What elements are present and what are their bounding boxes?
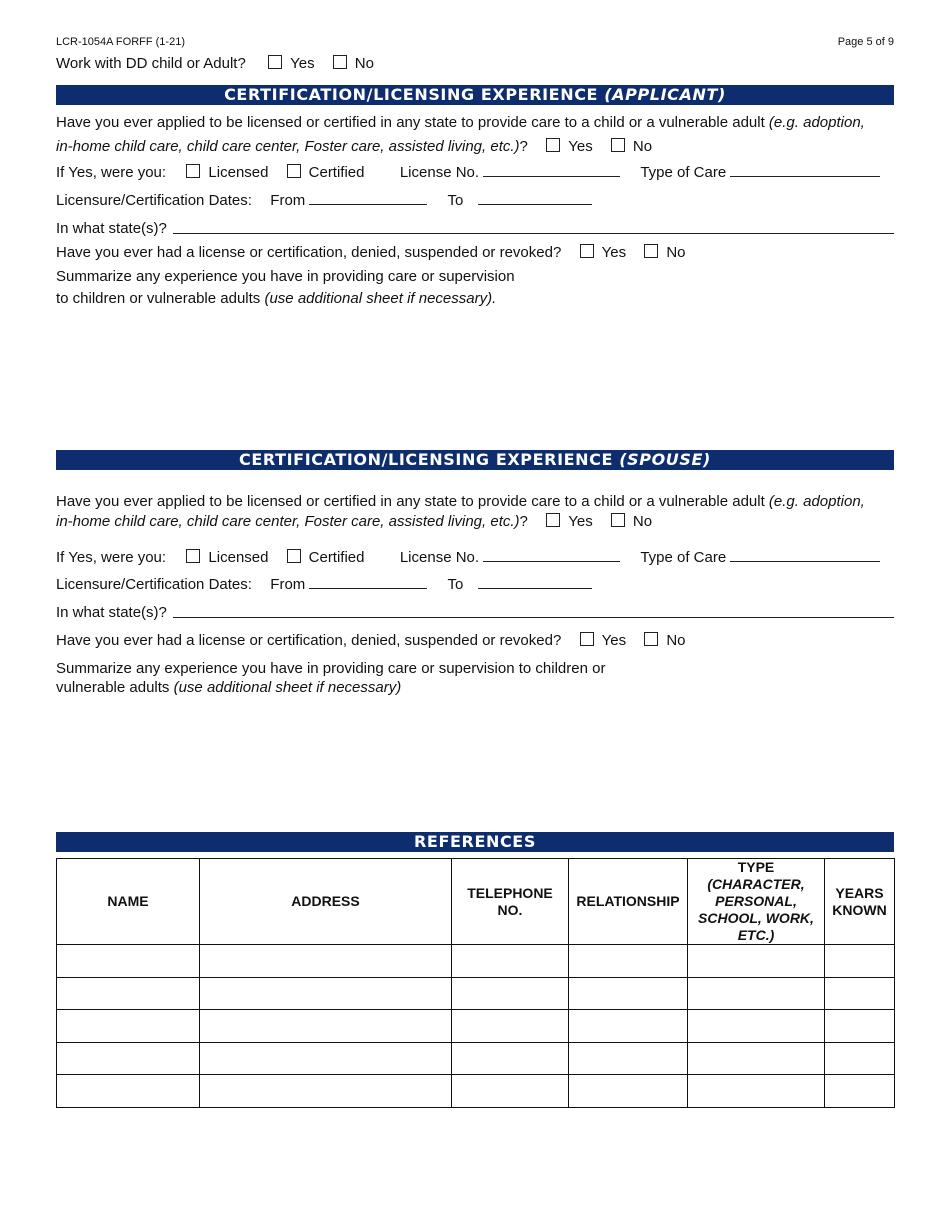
no-label: No (354, 55, 374, 72)
yes-label: Yes (601, 244, 627, 261)
if-yes-label: If Yes, were you: (56, 549, 167, 566)
references-table (56, 858, 895, 1108)
cell-type[interactable] (688, 1075, 825, 1108)
table-row (57, 945, 895, 978)
spouse-states-row (56, 604, 894, 621)
applicant-states-row (56, 220, 894, 237)
cell-address[interactable] (200, 1075, 452, 1108)
col-type: TYPE (CHARACTER, PERSONAL, SCHOOL, WORK, ETC.) (688, 859, 825, 945)
no-label: No (666, 632, 686, 649)
cell-address[interactable] (200, 977, 452, 1010)
spouse-licensed-option[interactable] (186, 549, 268, 566)
dd-no-option[interactable] (333, 55, 374, 72)
checkbox[interactable] (546, 513, 560, 527)
applicant-title: CERTIFICATION/LICENSING EXPERIENCE (224, 85, 599, 104)
spouse-dates-row (56, 576, 894, 593)
cell-telephone[interactable] (452, 945, 569, 978)
applicant-type-of-care-field[interactable] (730, 164, 880, 177)
table-row (57, 1010, 895, 1043)
to-label: To (447, 576, 464, 593)
dd-yes-option[interactable] (268, 55, 314, 72)
cell-name[interactable] (57, 1010, 200, 1043)
applicant-states-field[interactable] (173, 221, 894, 234)
spouse-type-of-care-field[interactable] (730, 549, 880, 562)
revoked-question: Have you ever had a license or certification, denied, suspended or revoked? (56, 244, 562, 261)
col-name: NAME (57, 859, 200, 945)
applicant-q1-line1 (56, 114, 894, 131)
summary-text: vulnerable adults (56, 679, 170, 696)
from-label: From (270, 576, 306, 593)
applicant-q1-no[interactable] (611, 138, 652, 155)
spouse-summary-line1: Summarize any experience you have in providing care or supervision to children or (56, 660, 606, 677)
checkbox[interactable] (611, 513, 625, 527)
checkbox[interactable] (287, 164, 301, 178)
cell-years-known[interactable] (825, 1010, 895, 1043)
checkbox[interactable] (186, 164, 200, 178)
applicant-from-field[interactable] (309, 192, 427, 205)
references-section-header (56, 832, 894, 852)
dd-question (56, 55, 894, 72)
spouse-summary-line2 (56, 679, 894, 696)
q1-suffix: ? (519, 138, 528, 155)
checkbox[interactable] (546, 138, 560, 152)
col-telephone: TELEPHONE NO. (452, 859, 569, 945)
applicant-licensed-option[interactable] (186, 164, 268, 181)
spouse-revoked-no[interactable] (644, 632, 685, 649)
cell-address[interactable] (200, 945, 452, 978)
no-label: No (632, 138, 653, 155)
spouse-states-field[interactable] (173, 605, 894, 618)
cell-relationship[interactable] (569, 1075, 688, 1108)
type-of-care-label: Type of Care (640, 549, 727, 566)
revoked-question: Have you ever had a license or certification, denied, suspended or revoked? (56, 632, 562, 649)
references-title: REFERENCES (414, 832, 536, 851)
spouse-from-field[interactable] (309, 576, 427, 589)
cell-type[interactable] (688, 945, 825, 978)
certified-label: Certified (308, 164, 365, 181)
cell-name[interactable] (57, 1075, 200, 1108)
yes-label: Yes (601, 632, 627, 649)
table-row (57, 977, 895, 1010)
cell-years-known[interactable] (825, 1042, 895, 1075)
checkbox[interactable] (333, 55, 347, 69)
summary-note: (use additional sheet if necessary). (264, 290, 497, 307)
col-years-known: YEARS KNOWN (825, 859, 895, 945)
states-label: In what state(s)? (56, 220, 167, 237)
spouse-certified-option[interactable] (287, 549, 365, 566)
spouse-q1-line2 (56, 513, 894, 530)
no-label: No (666, 244, 686, 261)
references-body (57, 945, 895, 1108)
yes-label: Yes (568, 138, 593, 155)
to-label: To (447, 192, 464, 209)
applicant-q1-line2 (56, 138, 894, 155)
cell-telephone[interactable] (452, 1042, 569, 1075)
cell-name[interactable] (57, 1042, 200, 1075)
table-header-row (57, 859, 895, 945)
summary-note: (use additional sheet if necessary) (173, 679, 402, 696)
q1-example-cont: in-home child care, child care center, Foster care, assisted living, etc.) (56, 513, 520, 530)
applicant-subtitle: (APPLICANT) (604, 85, 726, 104)
summary-text: to children or vulnerable adults (56, 290, 261, 307)
cell-type[interactable] (688, 1042, 825, 1075)
q1-example-cont: in-home child care, child care center, Foster care, assisted living, etc.) (56, 138, 520, 155)
checkbox[interactable] (186, 549, 200, 563)
q1-text: Have you ever applied to be licensed or certified in any state to provide care to a child or a vulnerable adult (56, 114, 765, 131)
yes-label: Yes (568, 513, 593, 530)
checkbox[interactable] (287, 549, 301, 563)
licensed-label: Licensed (208, 549, 269, 566)
spouse-title: CERTIFICATION/LICENSING EXPERIENCE (239, 450, 614, 469)
checkbox[interactable] (644, 632, 658, 646)
applicant-q1-yes[interactable] (546, 138, 592, 155)
cell-type[interactable] (688, 977, 825, 1010)
license-no-label: License No. (399, 549, 480, 566)
q1-example: (e.g. adoption, (768, 114, 865, 131)
applicant-summary-line1: Summarize any experience you have in providing care or supervision (56, 268, 515, 285)
applicant-revoked-yes[interactable] (580, 244, 626, 261)
cell-telephone[interactable] (452, 1075, 569, 1108)
table-row (57, 1042, 895, 1075)
col-address: ADDRESS (200, 859, 452, 945)
spouse-section-header (56, 450, 894, 470)
applicant-section-header (56, 85, 894, 105)
checkbox[interactable] (268, 55, 282, 69)
spouse-revoked-yes[interactable] (580, 632, 626, 649)
q1-text: Have you ever applied to be licensed or certified in any state to provide care to a child or a vulnerable adult (56, 493, 765, 510)
states-label: In what state(s)? (56, 604, 167, 621)
cell-years-known[interactable] (825, 977, 895, 1010)
applicant-license-no-field[interactable] (483, 164, 620, 177)
no-label: No (632, 513, 653, 530)
spouse-revoked-row (56, 632, 894, 649)
dates-label: Licensure/Certification Dates: (56, 192, 252, 209)
yes-label: Yes (290, 55, 315, 72)
from-label: From (270, 192, 306, 209)
table-row (57, 1075, 895, 1108)
spouse-q1-line1 (56, 493, 894, 510)
applicant-summary-line2 (56, 290, 894, 307)
applicant-revoked-no[interactable] (644, 244, 685, 261)
cell-years-known[interactable] (825, 1075, 895, 1108)
checkbox[interactable] (644, 244, 658, 258)
applicant-if-yes-row (56, 164, 894, 181)
cell-relationship[interactable] (569, 977, 688, 1010)
licensed-label: Licensed (208, 164, 269, 181)
col-relationship: RELATIONSHIP (569, 859, 688, 945)
type-of-care-label: Type of Care (640, 164, 727, 181)
if-yes-label: If Yes, were you: (56, 164, 167, 181)
cell-address[interactable] (200, 1042, 452, 1075)
checkbox[interactable] (580, 632, 594, 646)
cell-years-known[interactable] (825, 945, 895, 978)
form-id: LCR-1054A FORFF (1-21) (56, 36, 185, 48)
cell-telephone[interactable] (452, 1010, 569, 1043)
spouse-q1-no[interactable] (611, 513, 652, 530)
spouse-q1-yes[interactable] (546, 513, 592, 530)
dates-label: Licensure/Certification Dates: (56, 576, 252, 593)
spouse-subtitle: (SPOUSE) (619, 450, 711, 469)
certified-label: Certified (308, 549, 365, 566)
cell-type[interactable] (688, 1010, 825, 1043)
spouse-license-no-field[interactable] (483, 549, 620, 562)
cell-name[interactable] (57, 977, 200, 1010)
spouse-if-yes-row (56, 549, 894, 566)
cell-address[interactable] (200, 1010, 452, 1043)
q1-suffix: ? (519, 513, 528, 530)
cell-name[interactable] (57, 945, 200, 978)
dd-question-label: Work with DD child or Adult? (56, 55, 246, 72)
applicant-certified-option[interactable] (287, 164, 365, 181)
cell-relationship[interactable] (569, 945, 688, 978)
checkbox[interactable] (611, 138, 625, 152)
cell-relationship[interactable] (569, 1010, 688, 1043)
applicant-revoked-row (56, 244, 894, 261)
cell-telephone[interactable] (452, 977, 569, 1010)
applicant-to-field[interactable] (478, 192, 592, 205)
spouse-to-field[interactable] (478, 576, 592, 589)
applicant-dates-row (56, 192, 894, 209)
page-number: Page 5 of 9 (837, 36, 894, 48)
cell-relationship[interactable] (569, 1042, 688, 1075)
q1-example: (e.g. adoption, (768, 493, 865, 510)
checkbox[interactable] (580, 244, 594, 258)
license-no-label: License No. (399, 164, 480, 181)
